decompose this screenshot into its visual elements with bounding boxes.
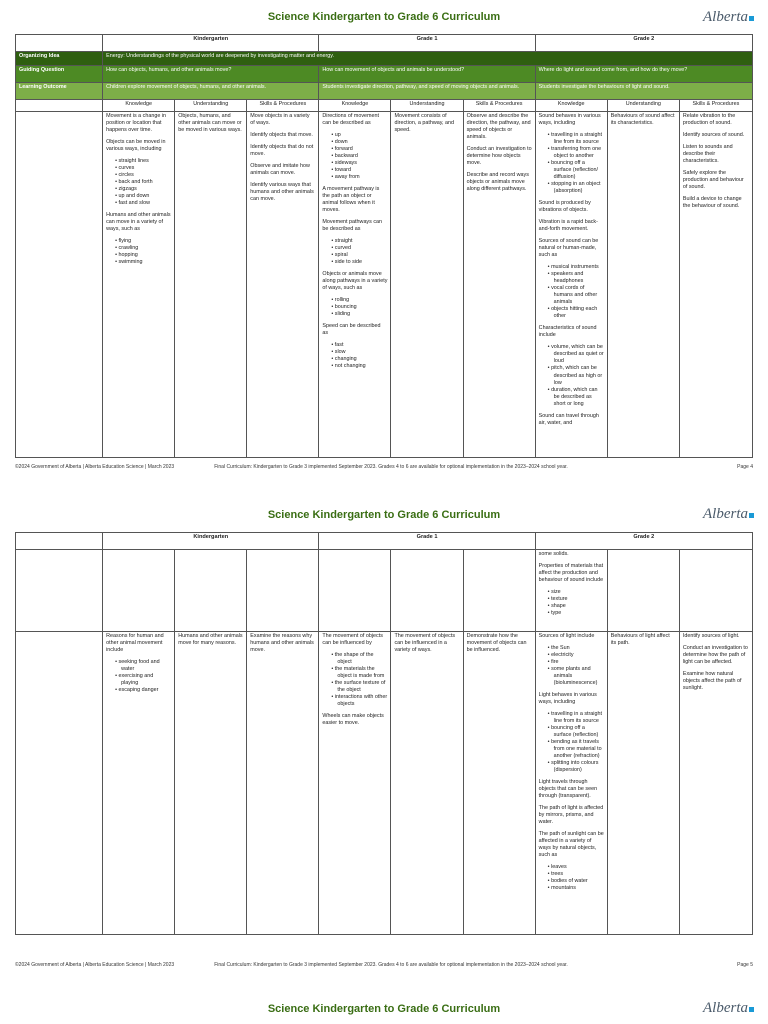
bullet-item: • sideways [331,160,387,167]
cell-paragraph: Move objects in a variety of ways. [250,113,310,127]
grade-header: Grade 1 [319,533,535,550]
bullet-item: • sliding [331,311,387,318]
logo-text: Alberta [703,506,748,522]
page-5 [0,498,768,984]
cell-paragraph: Sources of light include [538,633,595,639]
cell-bullet-list [539,864,604,892]
bullet-item: • curved [331,245,387,252]
sub-header: Knowledge [103,100,175,112]
corner-cell [16,35,103,52]
bullet-item: • volume, which can be described as quiet or loud [548,344,604,365]
learning-outcome: Students investigate direction, pathway, and speed of moving objects and animals. [319,83,535,100]
cell-paragraph: Examine how natural objects affect the path of sunlight. [682,671,742,692]
table-cell [103,632,175,935]
cell-paragraph: Build a device to change the behaviour of sound. [682,196,742,210]
bullet-item: • crawling [115,245,171,252]
table-cell [607,550,679,632]
logo-square-icon [749,1007,754,1012]
cell-bullet-list [106,238,171,266]
bullet-item: • bending as it travels from one material to another (refraction) [548,739,604,760]
cell-paragraph: Identify sources of light. [682,633,740,639]
page-title: Science Kindergarten to Grade 6 Curriculum [267,1003,501,1015]
footer-copyright: ©2024 Government of Alberta | Alberta Education Science | March 2023 [15,464,175,470]
grade-header: Kindergarten [103,533,319,550]
logo-text: Alberta [703,1000,748,1016]
cell-paragraph: Light behaves in various ways, including [538,692,597,706]
cell-paragraph: A movement pathway is the path an object or animal follows when it moves. [322,186,380,214]
page-title: Science Kindergarten to Grade 6 Curriculum [267,509,501,521]
logo-square-icon [749,16,754,21]
bullet-item: • changing [331,356,387,363]
bullet-item: • straight lines [115,158,171,165]
cell-paragraph: Observe and imitate how animals can move. [250,163,310,177]
cell-paragraph: Objects, humans, and other animals can move or be moved in various ways. [178,113,242,134]
bullet-item: • objects hitting each other [548,306,604,320]
sub-header: Skills & Procedures [247,100,319,112]
bullet-item: • flying [115,238,171,245]
bullet-item: • transferring from one object to another [548,146,604,160]
cell-paragraph: Observe and describe the direction, the pathway, and speed of objects or animals. [466,113,531,141]
cell-paragraph: Identify objects that do not move. [250,144,314,158]
cell-paragraph: Relate vibration to the production of sound. [682,113,736,127]
bullet-item: • the shape of the object [331,652,387,666]
guiding-question: How can objects, humans, and other animals move? [103,66,319,83]
cell-paragraph: Identify objects that move. [250,132,313,139]
cell-bullet-list [539,264,604,320]
table-cell [679,550,752,632]
cell-bullet-list [322,238,387,266]
cell-bullet-list [539,589,604,617]
cell-paragraph: Humans and other animals move for many reasons. [178,633,243,647]
cell-bullet-list [539,645,604,687]
sub-header: Skills & Procedures [463,100,535,112]
table-cell [463,632,535,935]
cell-paragraph: Identify various ways that humans and other animals can move. [250,182,314,203]
bullet-item: • side to side [331,259,387,266]
bullet-item: • splitting into colours (dispersion) [548,760,604,774]
learning-outcome: Children explore movement of objects, humans, and other animals. [103,83,319,100]
bullet-item: • slow [331,349,387,356]
bullet-item: • some plants and animals (bioluminescence) [548,666,604,687]
table-cell [391,112,463,458]
bullet-item: • curves [115,165,171,172]
content-row [16,550,753,632]
page-6 [0,996,768,1024]
bullet-item: • stopping in an object (absorption) [548,181,604,195]
organizing-idea-text: Energy: Understandings of the physical world are deepened by investigating matter and energy. [103,52,753,66]
bullet-item: • size [548,589,604,596]
table-cell [391,550,463,632]
footer-note: Final Curriculum: Kindergarten to Grade 3 implemented September 2023. Grades 4 to 6 are available for optional implementation in the 2023–2024 school year. [214,962,568,968]
bullet-item: • straight [331,238,387,245]
grade-header: Kindergarten [103,35,319,52]
bullet-item: • escaping danger [115,687,171,694]
cell-paragraph: Humans and other animals can move in a variety of ways, such as [106,212,171,233]
sub-header: Knowledge [319,100,391,112]
table-cell [391,632,463,935]
cell-bullet-list [539,344,604,407]
sub-header: Skills & Procedures [679,100,752,112]
bullet-item: • backward [331,153,387,160]
table-cell [103,550,175,632]
cell-paragraph: Sound is produced by vibrations of objects. [538,200,591,214]
bullet-item: • rolling [331,297,387,304]
bullet-item: • fire [548,659,604,666]
cell-paragraph: Objects can be moved in various ways, including [106,139,166,153]
page-title: Science Kindergarten to Grade 6 Curriculum [267,11,501,23]
table-cell [103,112,175,458]
logo-text: Alberta [703,9,748,25]
bullet-item: • fast [331,342,387,349]
guiding-question: How can movement of objects and animals be understood? [319,66,535,83]
cell-paragraph: The path of light is affected by mirrors, prisms, and water. [538,805,604,826]
cell-paragraph: Properties of materials that affect the production and behaviour of sound include [538,563,604,584]
bullet-item: • speakers and headphones [548,271,604,285]
cell-bullet-list [106,659,171,694]
bullet-item: • bouncing [331,304,387,311]
footer-copyright: ©2024 Government of Alberta | Alberta Education Science | March 2023 [15,962,175,968]
cell-paragraph: Movement pathways can be described as [322,219,383,233]
bullet-item: • travelling in a straight line from its source [548,132,604,146]
bullet-item: • up and down [115,193,171,200]
bullet-item: • type [548,610,604,617]
row-label-guiding-question: Guiding Question [16,66,103,83]
page-number: Page 4 [737,464,753,470]
page-number: Page 5 [737,962,753,968]
sub-header: Understanding [607,100,679,112]
grade-header: Grade 2 [535,533,752,550]
cell-paragraph: Wheels can make objects easier to move. [322,713,384,727]
bullet-item: • texture [548,596,604,603]
bullet-item: • circles [115,172,171,179]
cell-paragraph: Conduct an investigation to determine how objects move. [466,146,532,167]
table-cell [607,632,679,935]
bullet-item: • spiral [331,252,387,259]
bullet-item: • hopping [115,252,171,259]
table-cell [535,550,607,632]
cell-bullet-list [539,132,604,195]
cell-paragraph: Listen to sounds and describe their characteristics. [682,144,733,165]
row-label-blank [16,550,103,632]
footer-note: Final Curriculum: Kindergarten to Grade 3 implemented September 2023. Grades 4 to 6 are available for optional implementation in the 2023–2024 school year. [214,464,568,470]
cell-paragraph: Behaviours of sound affect its characteristics. [610,113,675,127]
bullet-item: • vocal cords of humans and other animals [548,285,604,306]
row-label-blank [16,632,103,935]
cell-paragraph: Safely explore the production and behaviour of sound. [682,170,744,191]
cell-bullet-list [322,132,387,181]
cell-paragraph: Light travels through objects that can be seen through (transparent). [538,779,598,800]
sub-header-blank [16,100,103,112]
bullet-item: • travelling in a straight line from its source [548,711,604,725]
bullet-item: • duration, which can be described as short or long [548,387,604,408]
bullet-item: • bodies of water [548,878,604,885]
row-label-blank [16,112,103,458]
cell-paragraph: The path of sunlight can be affected in a variety of ways by natural objects, such as [538,831,604,859]
bullet-item: • swimming [115,259,171,266]
alberta-logo [703,1000,754,1017]
cell-paragraph: Movement is a change in position or location that happens over time. [106,113,167,134]
bullet-item: • zigzags [115,186,171,193]
table-cell [679,112,752,458]
cell-paragraph: Vibration is a rapid back-and-forth movement. [538,219,598,233]
table-cell [463,550,535,632]
guiding-question: Where do light and sound come from, and how do they move? [535,66,752,83]
table-cell [319,112,391,458]
table-cell [247,112,319,458]
table-cell [535,632,607,935]
sub-header: Knowledge [535,100,607,112]
cell-bullet-list [322,297,387,318]
corner-cell [16,533,103,550]
cell-paragraph: Directions of movement can be described as [322,113,380,127]
bullet-item: • fast and slow [115,200,171,207]
grade-header: Grade 1 [319,35,535,52]
bullet-item: • the materials the object is made from [331,666,387,680]
bullet-item: • interactions with other objects [331,694,387,708]
cell-paragraph: some solids. [538,551,569,557]
bullet-item: • shape [548,603,604,610]
content-row [16,112,753,458]
cell-paragraph: Identify sources of sound. [682,132,745,139]
table-cell [535,112,607,458]
cell-paragraph: The movement of objects can be influenced by [322,633,383,647]
bullet-item: • up [331,132,387,139]
sub-header: Understanding [391,100,463,112]
table-cell [319,550,391,632]
sub-header: Understanding [175,100,247,112]
curriculum-table [15,532,753,935]
cell-bullet-list [322,652,387,708]
row-label-organizing-idea: Organizing Idea [16,52,103,66]
bullet-item: • pitch, which can be described as high or low [548,365,604,386]
curriculum-table [15,34,753,458]
cell-bullet-list [539,711,604,774]
bullet-item: • electricity [548,652,604,659]
table-cell [607,112,679,458]
table-cell [175,632,247,935]
cell-bullet-list [322,342,387,370]
bullet-item: • the surface texture of the object [331,680,387,694]
table-cell [679,632,752,935]
alberta-logo [703,506,754,523]
bullet-item: • musical instruments [548,264,604,271]
alberta-logo [703,9,754,26]
cell-paragraph: Behaviours of light affect its path. [610,633,670,647]
bullet-item: • down [331,139,387,146]
bullet-item: • away from [331,174,387,181]
logo-square-icon [749,513,754,518]
cell-paragraph: The movement of objects can be influenced in a variety of ways. [394,633,456,654]
cell-paragraph: Demonstrate how the movement of objects can be influenced. [466,633,527,654]
cell-paragraph: Sound can travel through air, water, and [538,412,599,426]
table-cell [175,112,247,458]
bullet-item: • exercising and playing [115,673,171,687]
table-cell [463,112,535,458]
cell-paragraph: Conduct an investigation to determine how the path of light can be affected. [682,645,748,666]
bullet-item: • mountains [548,885,604,892]
bullet-item: • the Sun [548,645,604,652]
bullet-item: • forward [331,146,387,153]
bullet-item: • toward [331,167,387,174]
sub-header-row [16,100,753,112]
content-row [16,632,753,935]
bullet-item: • seeking food and water [115,659,171,673]
table-cell [175,550,247,632]
learning-outcome: Students investigate the behaviours of light and sound. [535,83,752,100]
cell-paragraph: Speed can be described as [322,323,381,337]
cell-paragraph: Sources of sound can be natural or human-made, such as [538,238,599,259]
cell-paragraph: Describe and record ways objects or animals move along different pathways. [466,172,529,193]
bullet-item: • leaves [548,864,604,871]
cell-paragraph: Objects or animals move along pathways in a variety of ways, such as [322,271,388,292]
cell-paragraph: Sound behaves in various ways, including [538,113,601,127]
bullet-item: • bouncing off a surface (reflection) [548,725,604,739]
table-cell [319,632,391,935]
cell-paragraph: Characteristics of sound include [538,325,597,339]
page-4 [0,0,768,485]
table-cell [247,550,319,632]
grade-header: Grade 2 [535,35,752,52]
cell-paragraph: Examine the reasons why humans and other animals move. [250,633,314,654]
table-cell [247,632,319,935]
cell-paragraph: Movement consists of direction, a pathway, and speed. [394,113,455,134]
cell-bullet-list [106,158,171,207]
bullet-item: • bouncing off a surface (reflection/ diffusion) [548,160,604,181]
cell-paragraph: Reasons for human and other animal movement include [106,633,164,654]
bullet-item: • back and forth [115,179,171,186]
bullet-item: • not changing [331,363,387,370]
row-label-learning-outcome: Learning Outcome [16,83,103,100]
bullet-item: • trees [548,871,604,878]
